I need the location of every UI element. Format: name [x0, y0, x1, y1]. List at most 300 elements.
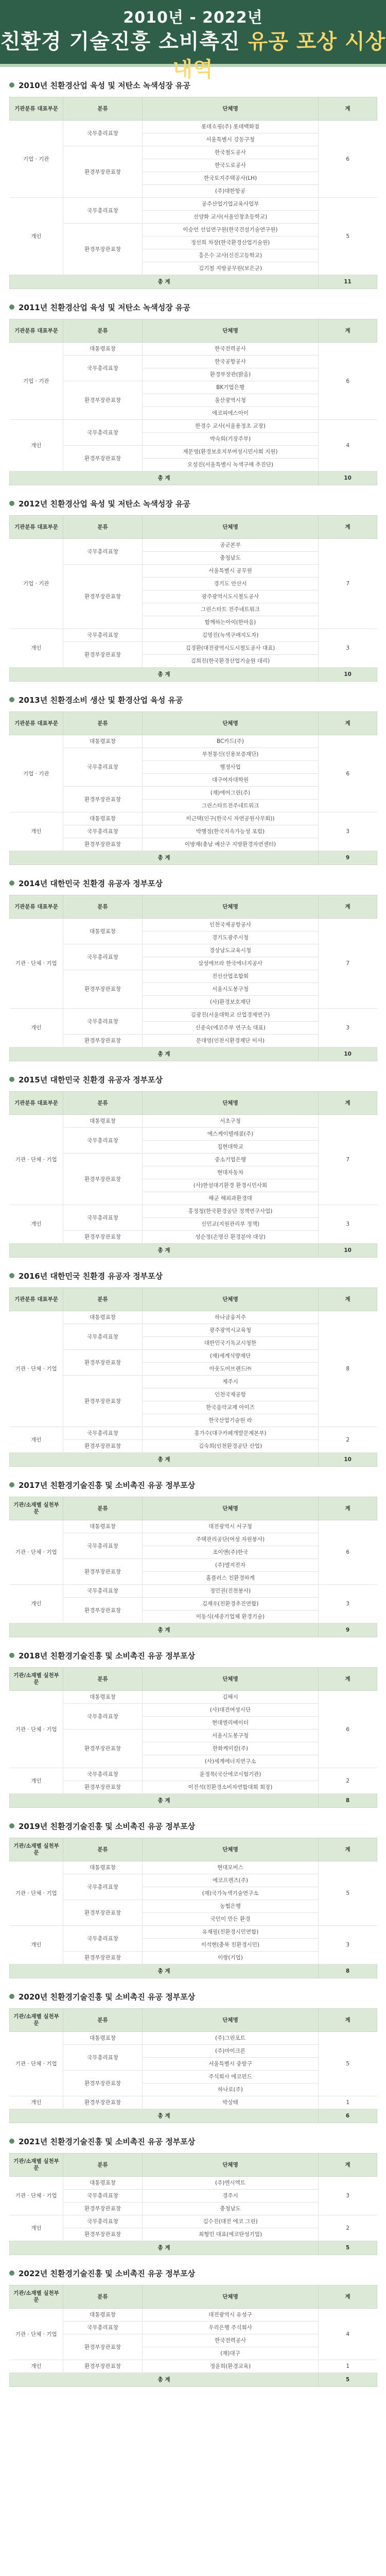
recipient-name-cell: 김희진(한국환경산업기술원 대리)	[143, 655, 319, 668]
section-title	[9, 2134, 377, 2148]
bullet-icon	[9, 1482, 14, 1487]
total-row	[10, 2109, 377, 2123]
count-cell: 6	[319, 343, 377, 420]
recipient-name-cell: (주)대한항공	[143, 185, 319, 198]
col-header-name: 단체명	[143, 516, 319, 539]
recipient-name-cell: 신종숙(에코주부 연구소 대표)	[143, 1022, 319, 1035]
table-row	[10, 1427, 377, 1440]
total-label: 총 계	[10, 1047, 319, 1061]
award-table	[9, 2008, 377, 2123]
recipient-name-cell: BC카드(주)	[143, 735, 319, 748]
total-label: 총 계	[10, 1623, 319, 1637]
section-title	[9, 1990, 377, 2003]
award-type-cell: 국무총리표창	[63, 121, 143, 146]
category-cell: 기관 · 단체 · 기업	[10, 919, 63, 1009]
table-row	[10, 2177, 377, 2190]
count-cell: 7	[319, 539, 377, 629]
award-type-cell: 대통령표창	[63, 735, 143, 748]
recipient-name-cell: 삼성에브라 한국에너지공사	[143, 957, 319, 970]
total-row	[10, 851, 377, 865]
col-header-name: 단체명	[143, 712, 319, 735]
award-type-cell: 국무총리표창	[63, 420, 143, 446]
award-type-cell: 국무총리표창	[63, 2215, 143, 2228]
award-section	[9, 78, 377, 289]
recipient-name-cell: 우리은행 주식회사	[143, 2321, 319, 2334]
recipient-name-cell: 김기철 지방공무원(보은군)	[143, 262, 319, 275]
table-row	[10, 198, 377, 211]
recipient-name-cell: 유재필(친환경시민연합)	[143, 1926, 319, 1939]
recipient-name-cell: 대전광역시 유성구	[143, 2309, 319, 2321]
section-title-text: 2020년 친환경기술진흥 및 소비촉진 유공 정부포상	[19, 1992, 196, 2002]
recipient-name-cell: 이석현(충북 친환경시민)	[143, 1939, 319, 1952]
table-row	[10, 2215, 377, 2228]
award-type-cell: 환경부장관표창	[63, 1559, 143, 1585]
award-type-cell: 국무총리표창	[63, 355, 143, 381]
section-title-text: 2014년 대한민국 친환경 유공자 정부포상	[19, 878, 163, 888]
recipient-name-cell: 김광진(서울대학교 산업경제연구)	[143, 1009, 319, 1022]
count-cell: 2	[319, 1768, 377, 1794]
table-header-row	[10, 97, 377, 121]
count-cell: 6	[319, 121, 377, 198]
recipient-name-cell: 윤정목(국산에코시험기관)	[143, 1768, 319, 1781]
total-label: 총 계	[10, 2241, 319, 2255]
section-title-text: 2012년 친환경산업 육성 및 저탄소 녹색성장 유공	[19, 499, 190, 509]
section-title	[9, 1478, 377, 1492]
total-value: 9	[319, 1623, 377, 1637]
col-header-count: 계	[319, 2009, 377, 2032]
award-section	[9, 1073, 377, 1258]
table-header-row	[10, 516, 377, 539]
recipient-name-cell: (재)에어그린(주)	[143, 787, 319, 800]
recipient-name-cell: 제문영(환경보호지부여성시민사회 지원)	[143, 446, 319, 459]
award-section	[9, 876, 377, 1061]
award-type-cell: 환경부장관표창	[63, 1598, 143, 1623]
table-row	[10, 121, 377, 133]
total-value: 8	[319, 1964, 377, 1978]
recipient-name-cell: (사)대전여성시단	[143, 1704, 319, 1717]
table-header-row	[10, 1838, 377, 1861]
award-type-cell: 대통령표창	[63, 343, 143, 355]
award-sections	[0, 78, 386, 2387]
award-type-cell: 환경부장관표창	[63, 1154, 143, 1205]
bullet-icon	[9, 304, 14, 310]
award-type-cell: 환경부장관표창	[63, 1730, 143, 1768]
recipient-name-cell: 박상태	[143, 2096, 319, 2109]
award-type-cell: 국무총리표창	[63, 1874, 143, 1900]
award-type-cell: 국무총리표창	[63, 2190, 143, 2202]
col-header-name: 단체명	[143, 1838, 319, 1861]
award-type-cell: 국무총리표창	[63, 1533, 143, 1559]
award-type-cell: 환경부장관표창	[63, 1440, 143, 1453]
category-cell: 기업 · 기관	[10, 121, 63, 198]
recipient-name-cell: 현대자동차	[143, 1166, 319, 1179]
page-header	[0, 0, 386, 81]
total-row	[10, 1047, 377, 1061]
table-row	[10, 1768, 377, 1781]
table-header-row	[10, 1092, 377, 1115]
recipient-name-cell: 한국도로공사	[143, 159, 319, 172]
recipient-name-cell: 이랑(기업)	[143, 1952, 319, 1964]
award-type-cell: 환경부장관표창	[63, 1035, 143, 1047]
award-type-cell: 환경부장관표창	[63, 146, 143, 198]
recipient-name-cell: (사)한설대기환경 환경시민사회	[143, 1179, 319, 1192]
recipient-name-cell: 김명진(녹색구매지도자)	[143, 629, 319, 642]
table-header-row	[10, 2154, 377, 2177]
total-label: 총 계	[10, 471, 319, 485]
category-cell: 기업 · 기관	[10, 735, 63, 812]
table-row	[10, 2360, 377, 2373]
section-title	[9, 1819, 377, 1833]
col-header-type: 분류	[63, 1838, 143, 1861]
recipient-name-cell: 농협은행	[143, 1900, 319, 1913]
section-title	[9, 876, 377, 890]
category-cell: 개인	[10, 2096, 63, 2109]
category-cell: 기관 · 단체 · 기업	[10, 1861, 63, 1926]
col-header-category: 기관/소재별 실천부문	[10, 2009, 63, 2032]
table-header-row	[10, 1497, 377, 1520]
recipient-name-cell: 선양화 교사(서울인창초등학교)	[143, 211, 319, 224]
recipient-name-cell: BK기업은행	[143, 381, 319, 394]
award-type-cell: 국무총리표창	[63, 825, 143, 838]
award-type-cell: 국무총리표창	[63, 539, 143, 565]
award-type-cell: 국무총리표창	[63, 1205, 143, 1231]
recipient-name-cell: 한국공항공사	[143, 355, 319, 368]
section-title-text: 2016년 대한민국 친환경 유공자 정부포상	[19, 1271, 163, 1281]
award-table	[9, 2153, 377, 2255]
recipient-name-cell: 환경부장관(밝음)	[143, 368, 319, 381]
recipient-name-cell: 에코피에스아이	[143, 407, 319, 420]
award-table	[9, 97, 377, 289]
col-header-category: 기관분류 대표부문	[10, 712, 63, 735]
total-row	[10, 1244, 377, 1258]
award-table	[9, 319, 377, 485]
header-title-main: 친환경 기술진흥 소비촉진	[0, 30, 248, 54]
table-row	[10, 2096, 377, 2109]
col-header-type: 분류	[63, 319, 143, 343]
section-title	[9, 1269, 377, 1282]
count-cell: 4	[319, 2309, 377, 2360]
award-type-cell: 환경부장관표창	[63, 642, 143, 668]
recipient-name-cell: 에코프렌즈(주)	[143, 1874, 319, 1887]
recipient-name-cell: 김숙희(인천환경공단 산업)	[143, 1440, 319, 1453]
table-header-row	[10, 712, 377, 735]
category-cell: 개인	[10, 629, 63, 668]
category-cell: 개인	[10, 812, 63, 851]
recipient-name-cell: 에스케이텔레콤(주)	[143, 1128, 319, 1141]
recipient-name-cell: (재)국가녹색기술연구소	[143, 1887, 319, 1900]
recipient-name-cell: 한국토지주택공사(LH)	[143, 172, 319, 185]
total-label: 총 계	[10, 1453, 319, 1467]
award-type-cell: 환경부장관표창	[63, 1900, 143, 1926]
table-row	[10, 1691, 377, 1704]
col-header-count: 계	[319, 895, 377, 919]
count-cell: 6	[319, 1691, 377, 1768]
table-row	[10, 1009, 377, 1022]
bullet-icon	[9, 82, 14, 88]
award-type-cell: 환경부장관표창	[63, 1781, 143, 1794]
section-title	[9, 1649, 377, 1662]
recipient-name-cell: 경기도광주시청	[143, 931, 319, 944]
recipient-name-cell: 울산광역시청	[143, 394, 319, 407]
table-row	[10, 2032, 377, 2045]
recipient-name-cell: 중소기업은행	[143, 1154, 319, 1166]
award-table	[9, 1667, 377, 1808]
table-header-row	[10, 895, 377, 919]
col-header-type: 분류	[63, 895, 143, 919]
recipient-name-cell: 서울특별시 공무원	[143, 565, 319, 578]
col-header-category: 기관/소재별 실천부문	[10, 2285, 63, 2309]
award-type-cell: 국무총리표창	[63, 2045, 143, 2071]
award-type-cell: 국무총리표창	[63, 198, 143, 224]
count-cell: 5	[319, 2032, 377, 2096]
table-row	[10, 1926, 377, 1939]
count-cell: 2	[319, 2215, 377, 2241]
total-label: 총 계	[10, 668, 319, 682]
category-cell: 개인	[10, 198, 63, 275]
award-type-cell: 환경부장관표창	[63, 1952, 143, 1964]
col-header-name: 단체명	[143, 895, 319, 919]
recipient-name-cell: 공군본부	[143, 539, 319, 552]
recipient-name-cell: 그린스타트 전주네트워크	[143, 603, 319, 616]
bullet-icon	[9, 697, 14, 702]
col-header-count: 계	[319, 319, 377, 343]
section-title	[9, 497, 377, 510]
recipient-name-cell: 주택관리공단(여성 자원봉사)	[143, 1533, 319, 1546]
recipient-name-cell: 정민권(진천봉사)	[143, 1585, 319, 1598]
col-header-type: 분류	[63, 2154, 143, 2177]
award-type-cell: 환경부장관표창	[63, 838, 143, 851]
recipient-name-cell: 흥은수 교사(신진고등학교)	[143, 249, 319, 262]
count-cell: 3	[319, 1205, 377, 1244]
award-section	[9, 1269, 377, 1467]
col-header-type: 분류	[63, 712, 143, 735]
col-header-type: 분류	[63, 1668, 143, 1691]
count-cell: 3	[319, 1009, 377, 1047]
section-title-text: 2011년 친환경산업 육성 및 저탄소 녹색성장 유공	[19, 302, 190, 312]
category-cell: 기관 · 단체 · 기업	[10, 1311, 63, 1427]
count-cell: 5	[319, 1861, 377, 1926]
recipient-name-cell: 경주시	[143, 2190, 319, 2202]
count-cell: 2	[319, 1427, 377, 1453]
col-header-name: 단체명	[143, 1092, 319, 1115]
recipient-name-cell: (사)세계에너지연구소	[143, 1755, 319, 1768]
col-header-type: 분류	[63, 1497, 143, 1520]
count-cell: 4	[319, 420, 377, 471]
recipient-name-cell: 조이앤(주)한국	[143, 1546, 319, 1559]
recipient-name-cell: 충청남도	[143, 2202, 319, 2215]
bullet-icon	[9, 1653, 14, 1658]
table-row	[10, 1115, 377, 1128]
award-type-cell: 환경부장관표창	[63, 2071, 143, 2096]
table-header-row	[10, 319, 377, 343]
recipient-name-cell: 김수진(대전 에코 그린)	[143, 2215, 319, 2228]
recipient-name-cell: 해군 해외과환경대	[143, 1192, 319, 1205]
award-type-cell: 대통령표창	[63, 1311, 143, 1324]
col-header-category: 기관분류 대표부문	[10, 97, 63, 121]
recipient-name-cell: (주)엘지전자	[143, 1559, 319, 1572]
recipient-name-cell: 국민이 만든 환경	[143, 1913, 319, 1926]
total-label: 총 계	[10, 1794, 319, 1808]
award-type-cell: 환경부장관표창	[63, 2228, 143, 2241]
total-label: 총 계	[10, 851, 319, 865]
count-cell: 1	[319, 2360, 377, 2373]
section-title-text: 2010년 친환경산업 육성 및 저탄소 녹색성장 유공	[19, 80, 190, 90]
recipient-name-cell: 서울특별시 강동구청	[143, 133, 319, 146]
award-table	[9, 1838, 377, 1978]
recipient-name-cell: 현대엘리베이터	[143, 1717, 319, 1730]
recipient-name-cell: 대전광역시 서구청	[143, 1520, 319, 1533]
table-row	[10, 343, 377, 355]
category-cell: 개인	[10, 1768, 63, 1794]
table-row	[10, 919, 377, 931]
col-header-category: 기관분류 대표부문	[10, 319, 63, 343]
recipient-name-cell: (사)환경보호재단	[143, 996, 319, 1009]
recipient-name-cell: (주)엔시엑트	[143, 2177, 319, 2190]
recipient-name-cell: 서울시도봉구청	[143, 983, 319, 996]
category-cell: 기관 · 단체 · 기업	[10, 2177, 63, 2215]
header-title-highlight: 유공 포상 시상 내역	[172, 30, 386, 81]
recipient-name-cell: 행정사업	[143, 761, 319, 774]
count-cell: 7	[319, 919, 377, 1009]
award-section	[9, 2134, 377, 2255]
table-row	[10, 2309, 377, 2321]
award-type-cell: 대통령표창	[63, 2032, 143, 2045]
table-header-row	[10, 1288, 377, 1311]
table-row	[10, 629, 377, 642]
total-value: 10	[319, 1047, 377, 1061]
award-type-cell: 국무총리표창	[63, 1427, 143, 1440]
col-header-count: 계	[319, 2154, 377, 2177]
col-header-type: 분류	[63, 97, 143, 121]
category-cell: 개인	[10, 1926, 63, 1964]
total-label: 총 계	[10, 2109, 319, 2123]
recipient-name-cell: 부천통신(신용보증재단)	[143, 748, 319, 761]
recipient-name-cell: 그린스타트전주네트워크	[143, 800, 319, 812]
award-section	[9, 497, 377, 682]
section-title-text: 2019년 친환경기술진흥 및 소비촉진 유공 정부포상	[19, 1821, 196, 1831]
recipient-name-cell: 한국산업기술원 라	[143, 1414, 319, 1427]
recipient-name-cell: 이진석(친환경소비자연합대회 회장)	[143, 1781, 319, 1794]
award-type-cell: 환경부장관표창	[63, 2096, 143, 2109]
col-header-name: 단체명	[143, 2285, 319, 2309]
award-section	[9, 693, 377, 865]
award-type-cell: 국무총리표창	[63, 944, 143, 970]
total-label: 총 계	[10, 1964, 319, 1978]
total-value: 10	[319, 1453, 377, 1467]
count-cell: 5	[319, 198, 377, 275]
total-value: 5	[319, 2241, 377, 2255]
col-header-type: 분류	[63, 2285, 143, 2309]
category-cell: 기업 · 기관	[10, 539, 63, 629]
award-table	[9, 2285, 377, 2387]
award-type-cell: 환경부장관표창	[63, 2360, 143, 2373]
section-title-text: 2018년 친환경기술진흥 및 소비촉진 유공 정부포상	[19, 1651, 196, 1660]
total-label: 총 계	[10, 1244, 319, 1258]
section-title	[9, 2266, 377, 2280]
category-cell: 기관 · 단체 · 기업	[10, 2309, 63, 2360]
count-cell: 6	[319, 1520, 377, 1585]
col-header-category: 기관/소재별 실천부문	[10, 1668, 63, 1691]
recipient-name-cell: 대구여자대학원	[143, 774, 319, 787]
award-type-cell: 대통령표창	[63, 1115, 143, 1128]
category-cell: 개인	[10, 2360, 63, 2373]
bullet-icon	[9, 1273, 14, 1278]
count-cell: 6	[319, 735, 377, 812]
col-header-name: 단체명	[143, 2009, 319, 2032]
recipient-name-cell: 주식회사 에코펀드	[143, 2071, 319, 2083]
total-row	[10, 1623, 377, 1637]
recipient-name-cell: 인천국제공항공사	[143, 919, 319, 931]
award-type-cell: 환경부장관표창	[63, 565, 143, 629]
category-cell: 개인	[10, 1009, 63, 1047]
award-type-cell: 국무총리표창	[63, 748, 143, 787]
header-title	[0, 28, 386, 83]
award-type-cell: 국무총리표창	[63, 1585, 143, 1598]
recipient-name-cell: 신민교(지원관리부 정책)	[143, 1218, 319, 1231]
recipient-name-cell: 한국전력공사	[143, 2334, 319, 2347]
recipient-name-cell: 하나로(주)	[143, 2083, 319, 2096]
bullet-icon	[9, 1077, 14, 1082]
count-cell: 3	[319, 812, 377, 851]
recipient-name-cell: 홍가수(대구카페개발문제본부)	[143, 1427, 319, 1440]
recipient-name-cell: 경기도 안산시	[143, 578, 319, 590]
recipient-name-cell: 김해시	[143, 1691, 319, 1704]
col-header-count: 계	[319, 1838, 377, 1861]
total-row	[10, 1794, 377, 1808]
total-value: 10	[319, 668, 377, 682]
col-header-category: 기관분류 대표부문	[10, 516, 63, 539]
award-type-cell: 대통령표창	[63, 2309, 143, 2321]
category-cell: 개인	[10, 420, 63, 471]
count-cell: 3	[319, 2177, 377, 2215]
total-label: 총 계	[10, 2373, 319, 2387]
recipient-name-cell: 광주광역시도시철도공사	[143, 590, 319, 603]
recipient-name-cell: (재)대구	[143, 2347, 319, 2360]
recipient-name-cell: 경상남도교육시청	[143, 944, 319, 957]
total-row	[10, 275, 377, 289]
bullet-icon	[9, 1823, 14, 1828]
recipient-name-cell: 박행정(한국지속가능성 포럼)	[143, 825, 319, 838]
category-cell: 기관 · 단체 · 기업	[10, 1520, 63, 1585]
category-cell: 개인	[10, 1205, 63, 1244]
recipient-name-cell: 최형민 대표(에코탄성기업)	[143, 2228, 319, 2241]
total-value: 11	[319, 275, 377, 289]
award-section	[9, 2266, 377, 2387]
recipient-name-cell: 서울특별시 중랑구	[143, 2058, 319, 2071]
table-row	[10, 1311, 377, 1324]
recipient-name-cell: 제주시	[143, 1376, 319, 1388]
recipient-name-cell: 홈플러스 친환경하계	[143, 1572, 319, 1585]
recipient-name-cell: 문대영(인천시환경재단 이사)	[143, 1035, 319, 1047]
recipient-name-cell: 아웃도어브랜드㈜	[143, 1363, 319, 1376]
col-header-count: 계	[319, 712, 377, 735]
bullet-icon	[9, 501, 14, 506]
recipient-name-cell: 홍정청(한국환경공단 정책연구사업)	[143, 1205, 319, 1218]
award-type-cell: 환경부장관표창	[63, 1376, 143, 1427]
table-header-row	[10, 2009, 377, 2032]
col-header-type: 분류	[63, 1288, 143, 1311]
award-type-cell: 대통령표창	[63, 1691, 143, 1704]
recipient-name-cell: 한국전력공사	[143, 343, 319, 355]
recipient-name-cell: 이승언 선임연구원(한국건설기술연구원)	[143, 224, 319, 236]
section-title	[9, 300, 377, 314]
award-table	[9, 515, 377, 682]
col-header-count: 계	[319, 1668, 377, 1691]
table-header-row	[10, 1668, 377, 1691]
award-type-cell: 국무총리표창	[63, 1009, 143, 1035]
recipient-name-cell: 이동식(세종기업체 환경기술)	[143, 1611, 319, 1623]
recipient-name-cell: 한국철도공사	[143, 146, 319, 159]
